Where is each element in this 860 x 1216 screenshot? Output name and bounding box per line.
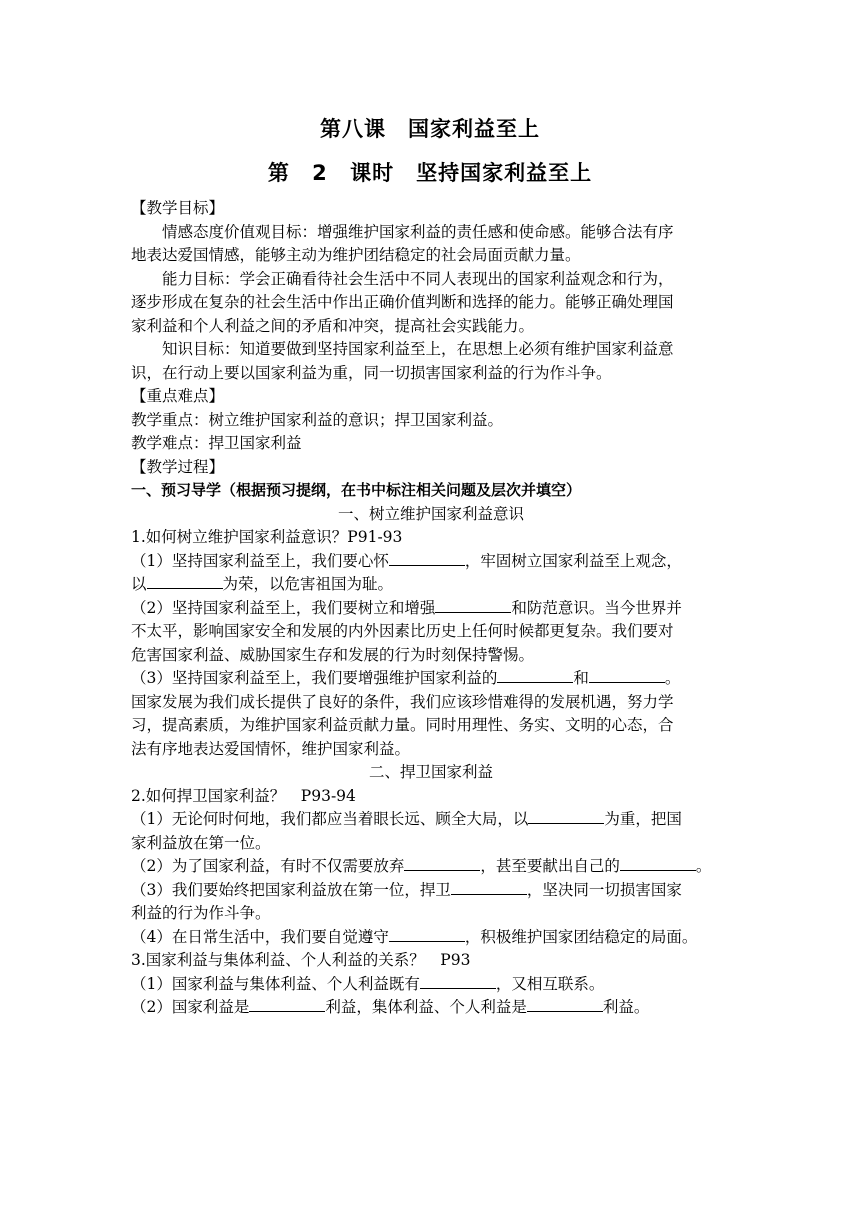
q2-item-1-text-b: 为重，把国 [604, 810, 682, 828]
key-header: 【重点难点】 [131, 387, 225, 405]
goals-header: 【教学目标】 [131, 199, 225, 217]
question-3: 3.国家利益与集体利益、个人利益的关系？ P93 [131, 951, 471, 969]
q3-item-2-text-a: （2）国家利益是 [131, 998, 250, 1016]
q1-item-3-line-4: 法有序地表达爱国情怀，维护国家利益。 [131, 739, 411, 758]
q2-item-3-text-b: ，坚决同一切损害国家 [526, 880, 682, 899]
q1-item-3-text-b: 和 [573, 669, 589, 687]
question-1: 1.如何树立维护国家利益意识？P91-93 [131, 528, 403, 546]
q1-item-1-text-b: ，牢固树立国家利益至上观念， [464, 551, 682, 570]
q3-item-2-line-1 [131, 996, 731, 1020]
q3-item-1-text-b: ，又相互联系。 [495, 974, 605, 993]
fill-blank [420, 973, 496, 989]
q2-item-2-text-c: 。 [695, 857, 712, 875]
goal-ability-line-3: 家利益和个人利益之间的矛盾和冲突，提高社会实践能力。 [131, 316, 535, 335]
q2-item-4-line-1 [131, 926, 731, 950]
q2-item-1-line-1 [131, 808, 731, 832]
fill-blank [620, 855, 696, 871]
q1-item-1-text-c: 以 [131, 575, 147, 593]
fill-blank [389, 926, 465, 942]
q2-item-1-line-2: 家利益放在第一位。 [131, 833, 271, 852]
difficult-point: 教学难点：捍卫国家利益 [131, 434, 302, 452]
goal-emotion-line-2: 地表达爱国情感，能够主动为维护团结稳定的社会局面贡献力量。 [131, 246, 581, 264]
question-2: 2.如何捍卫国家利益？ P93-94 [131, 786, 356, 805]
lesson-title: 第八课 国家利益至上 [320, 117, 540, 141]
q1-item-2-text-a: （2）坚持国家利益至上，我们要树立和增强 [131, 598, 436, 617]
q3-item-1-text-a: （1）国家利益与集体利益、个人利益既有 [131, 974, 420, 993]
fill-blank [497, 667, 573, 683]
q2-item-2-line-1 [131, 855, 731, 879]
q3-item-2-text-c: 利益。 [602, 998, 650, 1016]
process-header: 【教学过程】 [131, 457, 225, 476]
q1-item-3-text-c: 。 [664, 669, 681, 687]
fill-blank [527, 996, 603, 1012]
q1-item-3-line-3: 习，提高素质，为维护国家利益贡献力量。同时用理性、务实、文明的心态，合 [131, 716, 674, 734]
q2-item-3-line-1 [131, 879, 731, 903]
q1-item-1-text-d: 为荣，以危害祖国为耻。 [222, 575, 394, 593]
q1-item-2-line-1 [131, 597, 731, 621]
goal-knowledge-line-1: 知识目标：知道要做到坚持国家利益至上，在思想上必须有维护国家利益意 [162, 340, 674, 358]
key-point: 教学重点：树立维护国家利益的意识；捍卫国家利益。 [131, 410, 504, 429]
fill-blank [147, 573, 223, 589]
q2-item-4-text-b: ，积极维护国家团结稳定的局面。 [464, 927, 698, 946]
q1-item-3-line-1 [131, 667, 731, 691]
q2-item-4-text-a: （4）在日常生活中，我们要自觉遵守 [131, 927, 389, 946]
q1-item-2-line-2: 不太平，影响国家安全和发展的内外因素比历史上任何时候都更复杂。我们要对 [131, 622, 674, 640]
q1-item-1-line-1 [131, 550, 731, 574]
preview-heading: 一、预习导学（根据预习提纲，在书中标注相关问题及层次并填空） [131, 481, 582, 499]
fill-blank [389, 550, 465, 566]
fill-blank [528, 808, 604, 824]
q2-item-2-text-b: ，甚至要献出自己的 [480, 857, 620, 875]
goal-ability-line-2: 逐步形成在复杂的社会生活中作出正确价值判断和选择的能力。能够正确处理国 [131, 293, 674, 311]
q1-item-2-line-3: 危害国家利益、威胁国家生存和发展的行为时刻保持警惕。 [131, 645, 535, 664]
q1-item-2-text-b: 和防范意识。当今世界并 [511, 598, 682, 617]
q2-item-3-line-2: 利益的行为作斗争。 [131, 904, 271, 922]
goal-knowledge-line-2: 识，在行动上要以国家利益为重，同一切损害国家利益的行为作斗争。 [131, 363, 612, 382]
q2-item-1-text-a: （1）无论何时何地，我们都应当着眼长远、顾全大局，以 [131, 810, 529, 828]
q3-item-1-line-1 [131, 973, 731, 997]
goal-ability-line-1: 能力目标：学会正确看待社会生活中不同人表现出的国家利益观念和行为， [162, 269, 674, 288]
q1-item-3-line-2: 国家发展为我们成长提供了良好的条件，我们应该珍惜难得的发展机遇，努力学 [131, 692, 674, 711]
goal-emotion-line-1: 情感态度价值观目标：增强维护国家利益的责任感和使命感。能够合法有序 [162, 222, 674, 241]
part1-title: 一、树立维护国家利益意识 [337, 504, 524, 523]
q1-item-3-text-a: （3）坚持国家利益至上，我们要增强维护国家利益的 [131, 669, 498, 687]
fill-blank [435, 597, 511, 613]
q1-item-1-text-a: （1）坚持国家利益至上，我们要心怀 [131, 551, 389, 570]
q2-item-2-text-a: （2）为了国家利益，有时不仅需要放弃 [131, 857, 405, 875]
document-body [131, 197, 731, 1020]
fill-blank [589, 667, 665, 683]
fill-blank [404, 855, 480, 871]
fill-blank [451, 879, 527, 895]
q1-item-1-line-2 [131, 573, 731, 597]
part2-title: 二、捍卫国家利益 [368, 763, 493, 781]
q3-item-2-text-b: 利益，集体利益、个人利益是 [325, 998, 527, 1016]
lesson-subtitle: 第 2 课时 坚持国家利益至上 [267, 161, 593, 185]
fill-blank [249, 996, 325, 1012]
q2-item-3-text-a: （3）我们要始终把国家利益放在第一位，捍卫 [131, 880, 451, 899]
